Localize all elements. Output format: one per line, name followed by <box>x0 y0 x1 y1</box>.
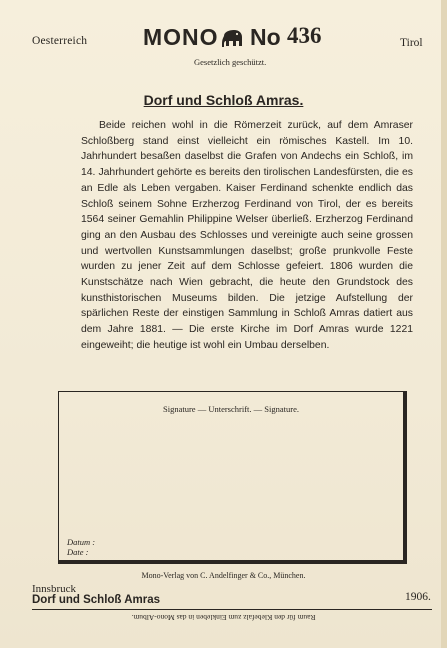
album-note: Raum für den Klebefalz zum Einkleben in das Mono-Album. <box>131 613 316 622</box>
footer-rule <box>32 609 432 610</box>
signature-label: Signature — Unterschrift. — Signature. <box>163 404 299 414</box>
header-region-right: Tirol <box>400 37 423 49</box>
publisher-line: Mono-Verlag von C. Andelfinger & Co., München. <box>141 571 306 580</box>
signature-box[interactable] <box>58 391 407 564</box>
card-number: 436 <box>287 23 322 48</box>
footer-city: Innsbruck <box>32 583 76 595</box>
article-title: Dorf und Schloß Amras. <box>143 92 304 108</box>
datum-label: Datum : <box>67 537 96 547</box>
brand-title: MONO <box>143 24 219 50</box>
elephant-icon <box>221 29 245 49</box>
protected-note: Gesetzlich geschützt. <box>194 57 267 67</box>
article-body: Beide reichen wohl in die Römerzeit zurück, auf dem Amraser Schloßberg stand einst vielleicht ein römisches Kastell. Im 10. Jahrhundert besaßen daselbst die Grafen von Andechs ein Schloß, im 14. Jahrhundert gehörte es bereits den tirolischen Landesfürsten, die es an Edle als Leben vergaben. Kaiser Ferdinand schenkte endlich das Schloß seinem Sohne Erzherzog Ferdinand von Tirol, der es bereits 1564 seiner Gemahlin Philippine Welser überließ. Erzherzog Ferdinand ging an den Ausbau des Schlosses und vereinigte auch seine grossen und wertvollen Kunstsammlungen daselbst; große prunkvolle Feste wurden zu jener Zeit auf dem Schlosse gefeiert. 1806 wurden die Kunstschätze nach Wien gebracht, die heute den Grundstock des kunsthistorischen Museums bilden. Die jetzige Aufstellung der spärlichen Reste der einstigen Sammlung in Schloß Amras datiert aus dem Jahre 1881. — Die erste Kirche im Dorf Amras wurde 1221 eingeweiht; die heutige ist wohl ein Umbau derselben. <box>81 120 413 351</box>
footer-title: Dorf und Schloß Amras <box>32 594 160 606</box>
header-region-left: Oesterreich <box>32 35 88 47</box>
number-label: No <box>250 24 281 50</box>
date-label: Date : <box>67 547 89 557</box>
footer-year: 1906. <box>405 591 431 603</box>
